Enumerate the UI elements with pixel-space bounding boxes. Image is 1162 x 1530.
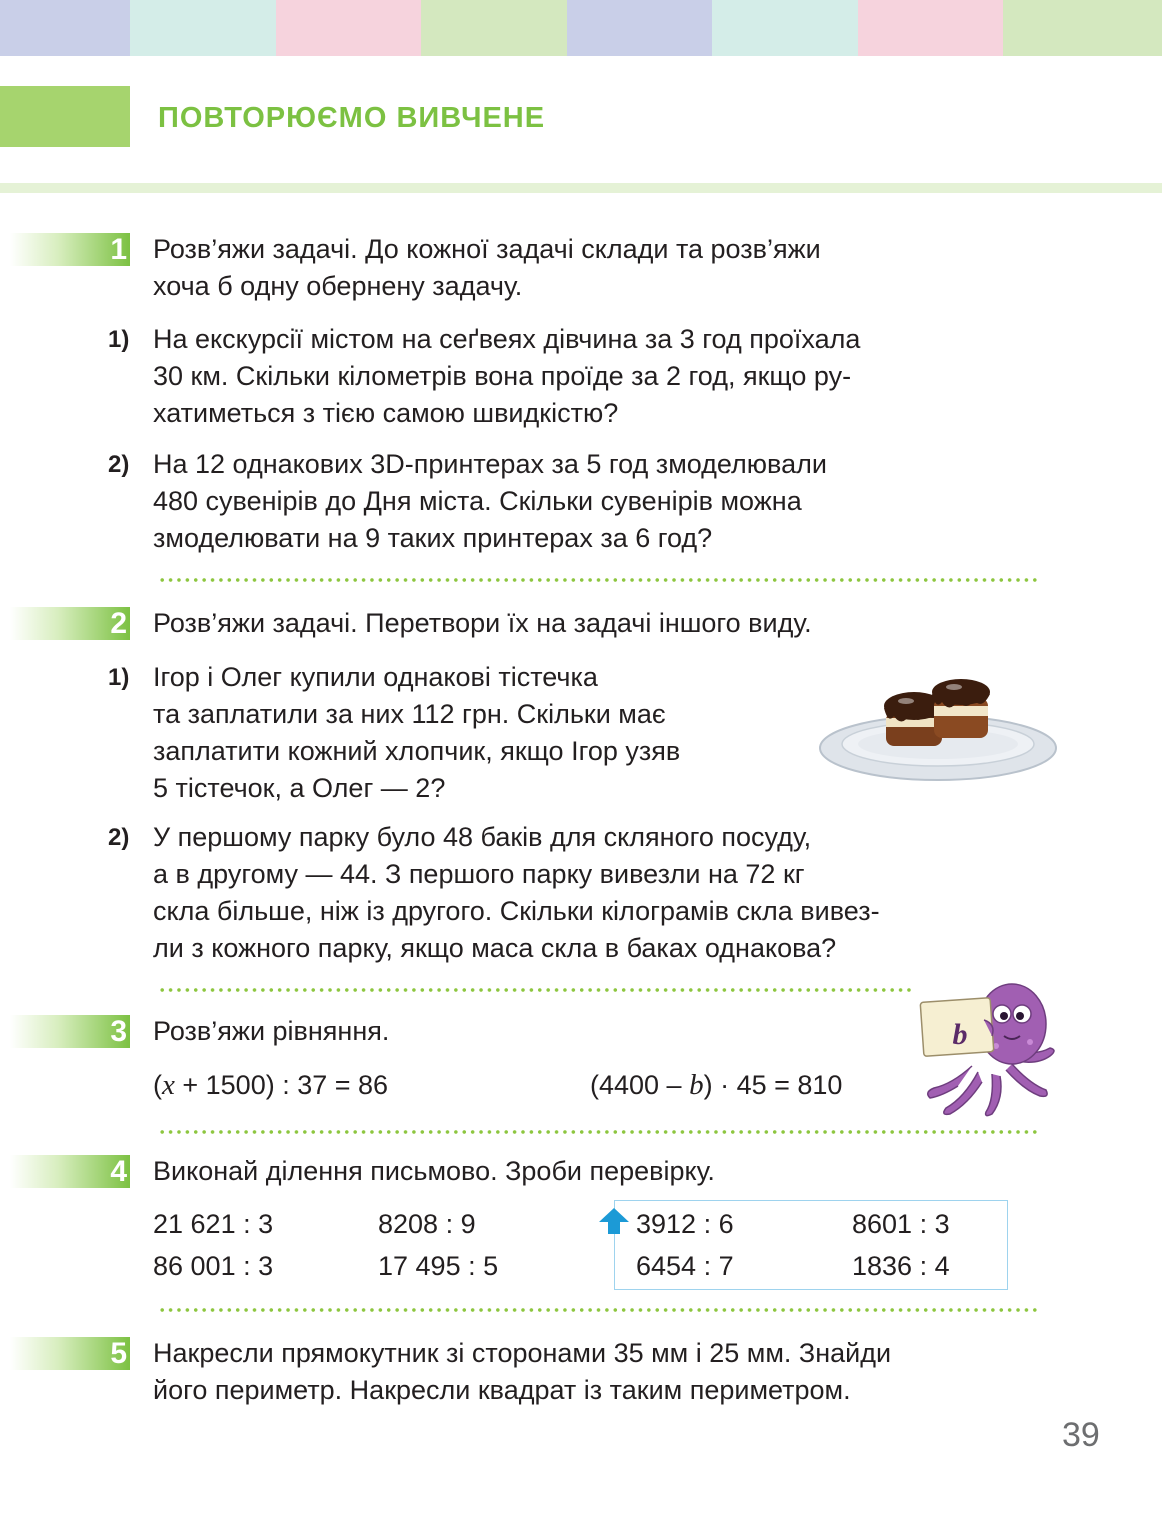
division-expression: 1836 : 4 <box>852 1251 950 1281</box>
text-line: Накресли прямокутник зі сторонами 35 мм і 25 мм. Знайди <box>153 1338 892 1368</box>
text-line: хатиметься з тією самою швидкістю? <box>153 398 619 428</box>
strip-segment <box>858 0 1003 56</box>
equation-variable: b <box>689 1069 704 1101</box>
arrow-up-icon <box>597 1206 631 1236</box>
exercise-number: 5 <box>110 1337 127 1370</box>
equation-1 <box>153 1067 388 1104</box>
equation-part: ) · 45 = 810 <box>703 1070 843 1100</box>
strip-segment <box>276 0 421 56</box>
division-expression: 3912 : 6 <box>636 1209 734 1239</box>
strip-segment <box>130 0 276 56</box>
text-line: Виконай ділення письмово. Зроби перевірку. <box>153 1156 715 1186</box>
task-label: 2) <box>108 824 130 851</box>
division-expression: 6454 : 7 <box>636 1251 734 1281</box>
text-line: Ігор і Олег купили однакові тістечка <box>153 662 598 692</box>
text-line: На 12 однакових 3D-принтерах за 5 год змоделювали <box>153 449 827 479</box>
text-line: а в другому — 44. З першого парку вивезли на 72 кг <box>153 859 805 889</box>
text-line: 30 км. Скільки кілометрів вона проїде за 2 год, якщо ру- <box>153 361 852 391</box>
exercise-number: 4 <box>110 1155 127 1188</box>
top-color-strip <box>0 0 1162 56</box>
text-line: 480 сувенірів до Дня міста. Скільки сувенірів можна <box>153 486 802 516</box>
text-line: У першому парку було 48 баків для скляного посуду, <box>153 822 812 852</box>
text-line: змоделювати на 9 таких принтерах за 6 год? <box>153 523 713 553</box>
dotted-separator <box>158 1307 1038 1313</box>
strip-segment <box>0 0 130 56</box>
text-line: хоча б одну обернену задачу. <box>153 271 523 301</box>
text-line: ли з кожного парку, якщо маса скла в баках однакова? <box>153 933 837 963</box>
division-expression: 8601 : 3 <box>852 1209 950 1239</box>
dotted-separator <box>158 987 914 993</box>
text-line: Розв’яжи рівняння. <box>153 1016 390 1046</box>
equation-part: (4400 – <box>590 1070 690 1100</box>
exercise-number: 1 <box>110 233 127 266</box>
task-label: 1) <box>108 664 130 691</box>
text-line: Розв’яжи задачі. Перетвори їх на задачі іншого виду. <box>153 608 812 638</box>
task-label: 1) <box>108 326 130 353</box>
strip-segment <box>1003 0 1162 56</box>
division-expression: 21 621 : 3 <box>153 1209 274 1239</box>
text-line: та заплатили за них 112 грн. Скільки має <box>153 699 666 729</box>
exercise-5-instruction <box>153 1335 891 1409</box>
dotted-separator <box>158 1129 1038 1135</box>
exercise-number-badge <box>10 1015 130 1048</box>
exercise-1-instruction <box>153 231 821 305</box>
card-letter: b <box>952 1018 968 1051</box>
octopus-illustration <box>912 980 1062 1118</box>
exercise-4-instruction <box>153 1153 715 1190</box>
text-line: заплатити кожний хлопчик, якщо Ігор узяв <box>153 736 681 766</box>
exercise-number: 3 <box>110 1015 127 1048</box>
text-line: На екскурсії містом на сеґвеях дівчина за 3 год проїхала <box>153 324 861 354</box>
exercise-2-task-2 <box>153 819 880 967</box>
text-line: його периметр. Накресли квадрат із таким периметром. <box>153 1375 851 1405</box>
division-expression: 17 495 : 5 <box>378 1251 499 1281</box>
exercise-2-instruction <box>153 605 812 642</box>
equation-part: ( <box>153 1070 162 1100</box>
header-accent-block <box>0 86 130 147</box>
cakes-on-plate-illustration <box>818 670 1062 790</box>
exercise-1-task-2 <box>153 446 827 557</box>
strip-segment <box>421 0 567 56</box>
exercise-number-badge <box>10 233 130 266</box>
text-line: Розв’яжи задачі. До кожної задачі склади та розв’яжи <box>153 234 821 264</box>
header-divider <box>0 183 1162 193</box>
equation-part: + 1500) : 37 = 86 <box>174 1070 389 1100</box>
division-expression: 8208 : 9 <box>378 1209 476 1239</box>
exercise-1-task-1 <box>153 321 860 432</box>
page-number: 39 <box>1062 1416 1100 1454</box>
dotted-separator <box>158 577 1038 583</box>
exercise-number-badge <box>10 1337 130 1370</box>
text-line: скла більше, ніж із другого. Скільки кілограмів скла вивез- <box>153 896 880 926</box>
strip-segment <box>567 0 712 56</box>
exercise-2-task-1 <box>153 659 680 807</box>
exercise-3-instruction <box>153 1013 389 1050</box>
exercise-number-badge <box>10 607 130 640</box>
exercise-number: 2 <box>110 607 127 640</box>
text-line: 5 тістечок, а Олег — 2? <box>153 773 446 803</box>
task-label: 2) <box>108 451 130 478</box>
equation-2 <box>590 1067 842 1104</box>
section-title: ПОВТОРЮЄМО ВИВЧЕНЕ <box>158 102 546 134</box>
division-expression: 86 001 : 3 <box>153 1251 274 1281</box>
strip-segment <box>712 0 858 56</box>
exercise-number-badge <box>10 1155 130 1188</box>
equation-variable: x <box>162 1069 175 1101</box>
